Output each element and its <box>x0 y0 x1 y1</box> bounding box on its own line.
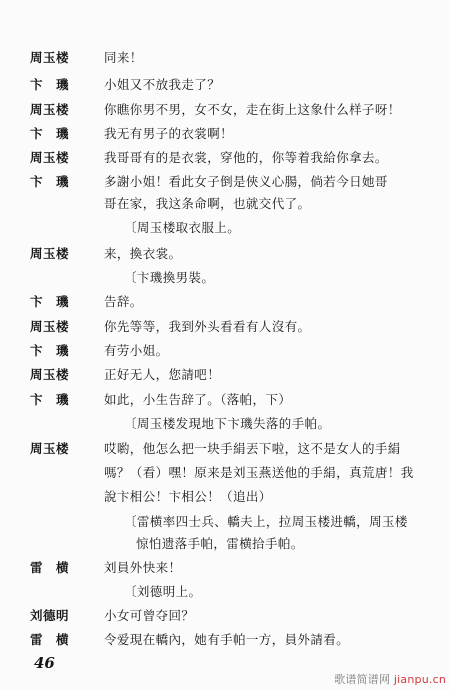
dialogue-text: 令爱現在轎內，她有手帕一方，員外請看。 <box>104 632 350 647</box>
speaker-name: 周玉楼 <box>30 441 70 456</box>
watermark-cn: 歌谱简谱网 <box>334 673 391 686</box>
dialogue-line <box>0 441 450 465</box>
speaker-name: 周玉楼 <box>30 246 70 261</box>
speaker-name: 雷 横 <box>30 632 70 647</box>
dialogue-line <box>0 392 450 416</box>
dialogue-text: 我无有男子的衣裳啊！ <box>104 126 234 141</box>
speaker-name: 卞 璣 <box>30 294 70 309</box>
stage-direction <box>0 514 450 538</box>
dialogue-line <box>0 294 450 318</box>
dialogue-line <box>0 102 450 126</box>
dialogue-line-continued <box>0 489 450 513</box>
dialogue-line <box>0 126 450 150</box>
stage-direction <box>0 584 450 608</box>
stage-direction-text: 〔卞璣換男裝。 <box>124 270 215 285</box>
dialogue-line <box>0 150 450 174</box>
stage-direction <box>0 220 450 244</box>
site-watermark <box>334 671 446 687</box>
dialogue-text: 来，換衣裳。 <box>104 246 182 261</box>
dialogue-text: 多謝小姐！看此女子倒是俠义心腸，倘若今日她哥 <box>104 174 388 189</box>
stage-direction-text: 〔周玉楼取衣服上。 <box>124 220 241 235</box>
stage-direction-continued <box>0 536 450 560</box>
dialogue-text: 哥在家，我这条命啊，也就交代了。 <box>104 196 311 211</box>
speaker-name: 卞 璣 <box>30 343 70 358</box>
speaker-name: 周玉楼 <box>30 102 70 117</box>
dialogue-text: 如此，小生告辞了。（落帕，下） <box>104 392 292 407</box>
speaker-name: 周玉楼 <box>30 319 70 334</box>
dialogue-text: 你瞧你男不男，女不女，走在街上这象什么样子呀！ <box>104 102 401 117</box>
dialogue-text: 有劳小姐。 <box>104 343 169 358</box>
stage-direction-text: 〔周玉楼发現地下卞璣失落的手帕。 <box>124 416 331 431</box>
dialogue-line <box>0 343 450 367</box>
watermark-en: jianpu.cn <box>393 673 446 686</box>
stage-direction-text: 〔雷横率四士兵、轎夫上，拉周玉楼进轎，周玉楼 <box>124 514 408 529</box>
stage-direction <box>0 416 450 440</box>
speaker-name: 卞 璣 <box>30 174 70 189</box>
speaker-name: 卞 璣 <box>30 392 70 407</box>
dialogue-line <box>0 367 450 391</box>
speaker-name: 卞 璣 <box>30 77 70 92</box>
dialogue-text: 刘員外快来！ <box>104 560 182 575</box>
speaker-name: 刘德明 <box>30 608 70 623</box>
speaker-name: 卞 璣 <box>30 126 70 141</box>
dialogue-line <box>0 246 450 270</box>
dialogue-line-continued <box>0 465 450 489</box>
dialogue-line <box>0 319 450 343</box>
stage-direction-text: 惊怕遗落手帕，雷横拾手帕。 <box>136 536 304 551</box>
dialogue-text: 我哥哥有的是衣裳，穿他的，你等着我給你拿去。 <box>104 150 388 165</box>
dialogue-line <box>0 50 450 74</box>
speaker-name: 雷 横 <box>30 560 70 575</box>
dialogue-line <box>0 632 450 656</box>
dialogue-text: 嗎？（看）嘿！原来是刘玉燕送他的手絹，真荒唐！我 <box>104 465 414 480</box>
speaker-name: 周玉楼 <box>30 367 70 382</box>
dialogue-text: 告辞。 <box>104 294 143 309</box>
dialogue-text: 你先等等，我到外头看看有人沒有。 <box>104 319 311 334</box>
dialogue-text: 同来！ <box>104 50 143 65</box>
dialogue-text: 小女可曾夺回？ <box>104 608 195 623</box>
dialogue-line <box>0 608 450 632</box>
dialogue-line <box>0 77 450 101</box>
stage-direction <box>0 270 450 294</box>
dialogue-text: 正好无人，您請吧！ <box>104 367 221 382</box>
dialogue-line-continued <box>0 196 450 220</box>
dialogue-text: 哎喲，他怎么把一块手絹丟下啦，这不是女人的手絹 <box>104 441 401 456</box>
speaker-name: 周玉楼 <box>30 150 70 165</box>
stage-direction-text: 〔刘德明上。 <box>124 584 202 599</box>
dialogue-line <box>0 560 450 584</box>
dialogue-line <box>0 174 450 198</box>
speaker-name: 周玉楼 <box>30 50 70 65</box>
dialogue-text: 說卞相公！卞相公！（追出） <box>104 489 272 504</box>
page-number: 46 <box>34 654 55 672</box>
dialogue-text: 小姐又不放我走了？ <box>104 77 221 92</box>
